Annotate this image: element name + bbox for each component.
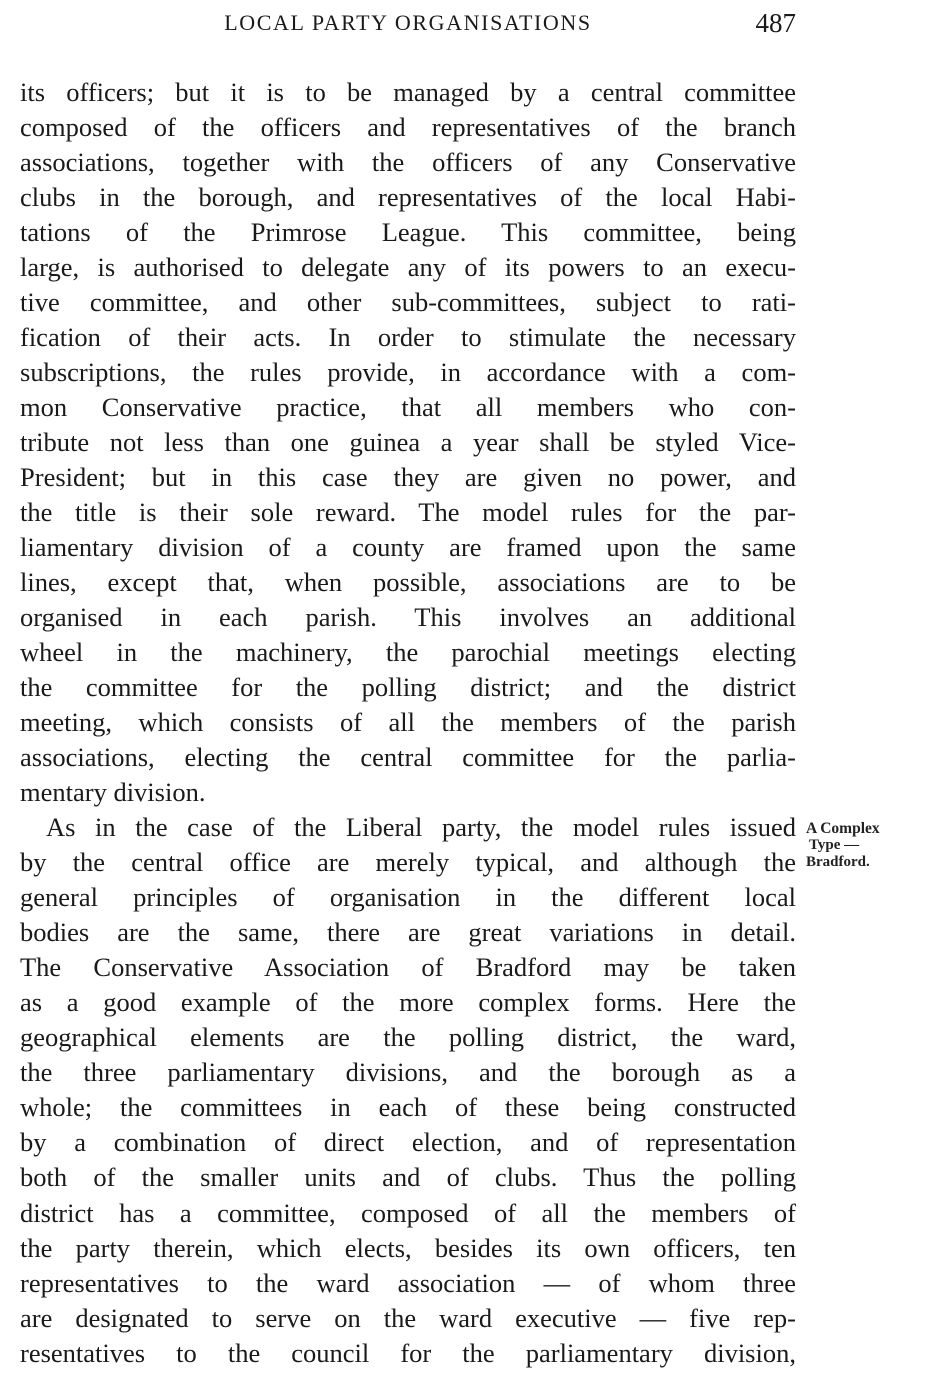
text-line: tribute not less than one guinea a year shall be styled Vice- bbox=[20, 427, 796, 458]
text-line: district has a committee, composed of all the members of bbox=[20, 1197, 796, 1228]
text-line: by a combination of direct election, and of representation bbox=[20, 1127, 796, 1158]
text-line: whole; the committees in each of these being constructed bbox=[20, 1092, 796, 1123]
text-line: large, is authorised to delegate any of its powers to an execu- bbox=[20, 252, 796, 283]
text-line: the party therein, which elects, besides its own officers, ten bbox=[20, 1232, 796, 1263]
text-line: its officers; but it is to be managed by a central committee bbox=[20, 77, 796, 107]
marginal-note bbox=[806, 820, 936, 871]
page-header bbox=[20, 8, 796, 42]
text-line: associations, electing the central committee for the parlia- bbox=[20, 742, 796, 773]
text-line: by the central office are merely typical, and although the bbox=[20, 847, 796, 878]
text-line: lines, except that, when possible, associations are to be bbox=[20, 567, 796, 598]
text-line: resentatives to the council for the parliamentary division, bbox=[20, 1337, 796, 1368]
text-line: both of the smaller units and of clubs. Thus the polling bbox=[20, 1162, 796, 1193]
text-line: associations, together with the officers of any Conservative bbox=[20, 147, 796, 178]
marginal-note-line: Bradford. bbox=[806, 854, 870, 870]
text-line: the three parliamentary divisions, and the borough as a bbox=[20, 1057, 796, 1088]
text-line: organised in each parish. This involves an additional bbox=[20, 602, 796, 633]
paragraph-2 bbox=[20, 810, 796, 1370]
marginal-note-line: A Complex bbox=[806, 820, 880, 837]
text-line: mon Conservative practice, that all members who con- bbox=[20, 392, 796, 423]
text-line: meeting, which consists of all the members of the parish bbox=[20, 707, 796, 738]
page-number: 487 bbox=[755, 8, 796, 38]
text-line: President; but in this case they are given no power, and bbox=[20, 462, 796, 493]
text-line: The Conservative Association of Bradford may be taken bbox=[20, 952, 796, 983]
text-line: subscriptions, the rules provide, in accordance with a com- bbox=[20, 357, 796, 388]
text-line: tations of the Primrose League. This committee, being bbox=[20, 217, 796, 248]
text-line: the title is their sole reward. The model rules for the par- bbox=[20, 497, 796, 528]
text-line: geographical elements are the polling district, the ward, bbox=[20, 1022, 796, 1053]
text-line: bodies are the same, there are great variations in detail. bbox=[20, 917, 796, 948]
text-line: wheel in the machinery, the parochial meetings electing bbox=[20, 637, 796, 668]
body-text bbox=[20, 75, 796, 1371]
text-line: As in the case of the Liberal party, the model rules issued bbox=[46, 812, 796, 843]
text-line: are designated to serve on the ward executive — five rep- bbox=[20, 1302, 796, 1333]
text-line: clubs in the borough, and representatives of the local Habi- bbox=[20, 182, 796, 213]
text-line: general principles of organisation in the different local bbox=[20, 882, 796, 913]
text-line: fication of their acts. In order to stimulate the necessary bbox=[20, 322, 796, 353]
marginal-note-line: Type — bbox=[809, 837, 860, 853]
text-line: composed of the officers and representatives of the branch bbox=[20, 112, 796, 143]
text-line: liamentary division of a county are framed upon the same bbox=[20, 532, 796, 563]
text-line: the committee for the polling district; and the district bbox=[20, 672, 796, 703]
text-line: representatives to the ward association — of whom three bbox=[20, 1267, 796, 1298]
text-line: as a good example of the more complex forms. Here the bbox=[20, 987, 796, 1018]
text-line: tive committee, and other sub-committees, subject to rati- bbox=[20, 287, 796, 318]
paragraph-1 bbox=[20, 75, 796, 810]
text-line: mentary division. bbox=[20, 777, 206, 808]
running-title: LOCAL PARTY ORGANISATIONS bbox=[224, 10, 592, 35]
